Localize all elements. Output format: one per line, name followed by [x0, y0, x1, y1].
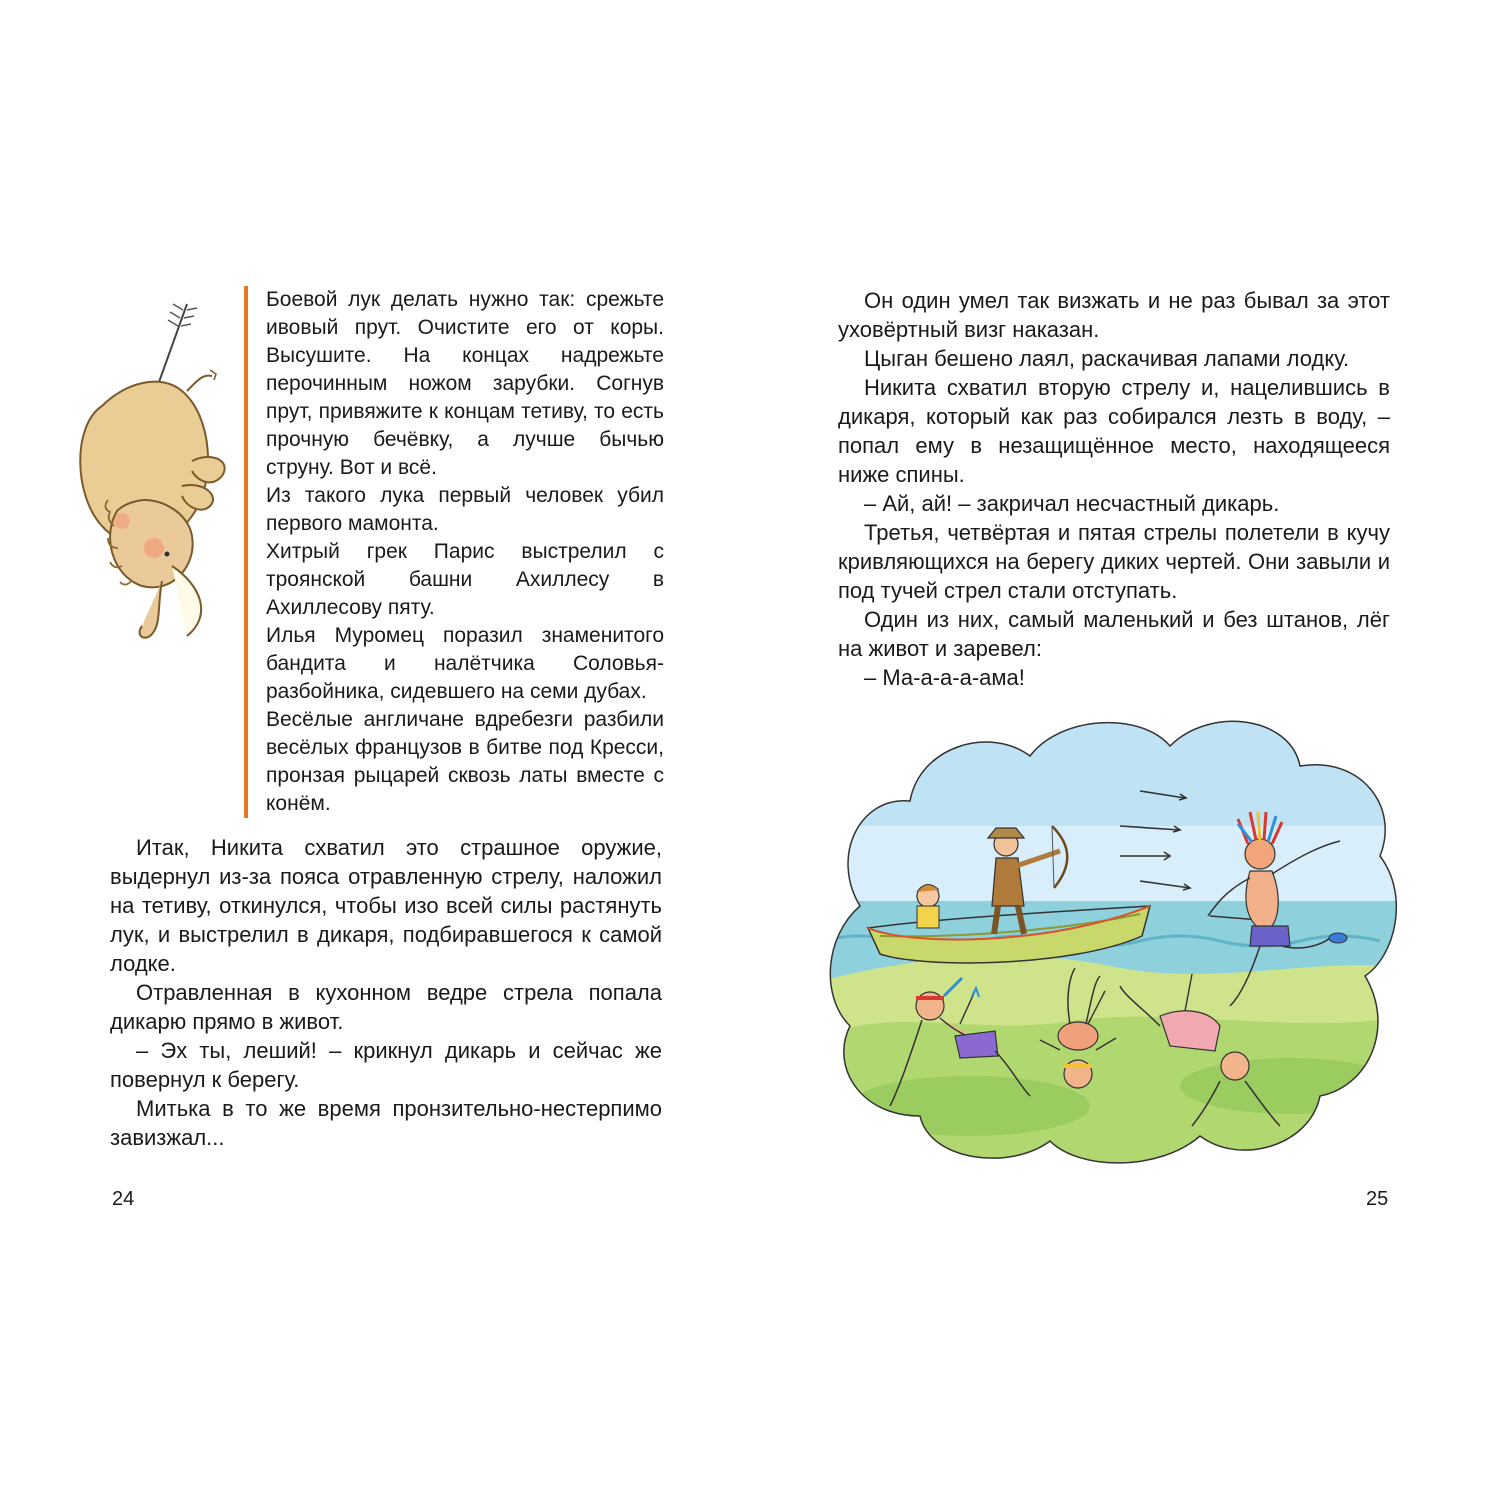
body-paragraph: – Эх ты, леший! – крикнул дикарь и сейчас же повернул к берегу. — [110, 1038, 662, 1092]
sidebar-paragraph: Илья Муромец поразил знаменитого бандита и налётчика Соловья-разбойника, сидевшего на семи дубах. — [266, 624, 664, 703]
body-paragraph: Отравленная в кухонном ведре стрела попала дикарю прямо в живот. — [110, 980, 662, 1034]
body-paragraph: Никита схватил вторую стрелу и, нацелившись в дикаря, который как раз собирался лезть в воду, – попал ему в незащищённое место, находящееся ниже спины. — [838, 375, 1390, 487]
body-paragraph: – Ма-а-а-а-ама! — [864, 665, 1025, 690]
body-paragraph: Один из них, самый маленький и без штанов, лёг на живот и заревел: — [838, 607, 1390, 661]
body-paragraph: Цыган бешено лаял, раскачивая лапами лодку. — [864, 346, 1350, 371]
sidebar-paragraph: Хитрый грек Парис выстрелил с троянской башни Ахиллесу в Ахиллесову пяту. — [266, 540, 664, 619]
body-paragraph: Итак, Никита схватил это страшное оружие, выдернул из-за пояса отравленную стрелу, наложил на тетиву, откинулся, чтобы изо всей силы растянуть лук, и выстрелил в дикаря, подбиравшегося к самой лодке. — [110, 835, 662, 976]
sidebar-paragraph: Весёлые англичане вдребезги разбили весёлых французов в битве под Кресси, пронзая рыцарей сквозь латы вместе с конём. — [266, 708, 664, 815]
body-paragraph: – Ай, ай! – закричал несчастный дикарь. — [864, 491, 1280, 516]
body-paragraph: Третья, четвёртая и пятая стрелы полетели в кучу кривляющихся на берегу диких чертей. Они завыли и под тучей стрел стали отступать. — [838, 520, 1390, 603]
body-paragraph: Он один умел так визжать и не раз бывал за этот уховёртный визг наказан. — [838, 288, 1390, 342]
boat-archer-scene-illustration — [820, 706, 1410, 1176]
page-number-right: 25 — [1366, 1188, 1389, 1210]
bow-sidebar-note — [244, 286, 664, 818]
left-body-text — [110, 833, 662, 1152]
mammoth-with-arrow-illustration — [62, 296, 232, 646]
page-number-left: 24 — [112, 1188, 135, 1210]
sidebar-paragraph: Из такого лука первый человек убил первого мамонта. — [266, 484, 664, 535]
right-body-text — [838, 286, 1390, 692]
body-paragraph: Митька в то же время пронзительно-нестерпимо завизжал... — [110, 1096, 662, 1150]
sidebar-paragraph: Боевой лук делать нужно так: срежьте ивовый прут. Очистите его от коры. Высушите. На концах надрежьте перочинным ножом зарубки. Согнув прут, привяжите к концам тетиву, то есть прочную бечёвку, а лучше бычью струну. Вот и всё. — [266, 288, 664, 479]
